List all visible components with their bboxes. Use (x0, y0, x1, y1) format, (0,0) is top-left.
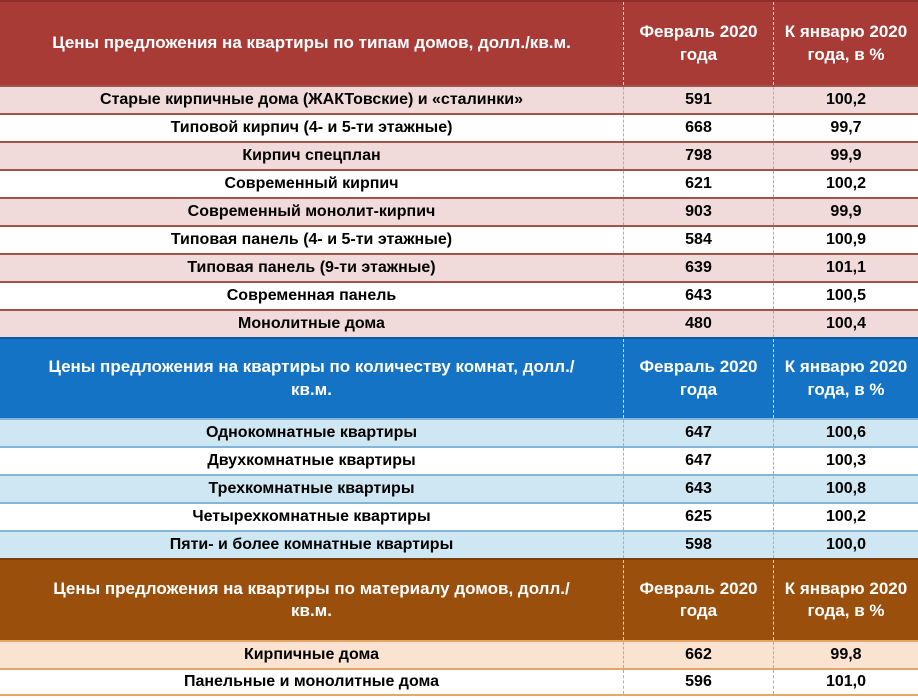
january-pct-value: 100,6 (773, 420, 918, 446)
table-row (0, 418, 918, 446)
table-row (0, 225, 918, 253)
column-header-january-pct: К январю 2020 года, в % (773, 2, 918, 85)
column-header-january-pct: К январю 2020 года, в % (773, 339, 918, 418)
section-title: Цены предложения на квартиры по количеству комнат, долл./кв.м. (48, 357, 575, 399)
table-row (0, 530, 918, 558)
row-label: Кирпичные дома (243, 646, 380, 663)
table-row (0, 113, 918, 141)
row-label: Монолитные дома (238, 315, 385, 332)
february-value: 584 (623, 227, 773, 253)
row-label: Кирпич спецплан (242, 147, 381, 164)
january-pct-value: 99,8 (773, 642, 918, 668)
table-row (0, 474, 918, 502)
section-header-house-types (0, 0, 918, 85)
row-label: Панельные и монолитные дома (183, 673, 440, 690)
table-row (0, 253, 918, 281)
february-value: 621 (623, 171, 773, 197)
january-pct-value: 100,5 (773, 283, 918, 309)
table-row (0, 446, 918, 474)
january-pct-value: 101,0 (773, 670, 918, 694)
february-value: 480 (623, 311, 773, 337)
table-row (0, 640, 918, 668)
february-value: 647 (623, 420, 773, 446)
row-label: Типовая панель (9-ти этажные) (187, 259, 436, 276)
row-label: Типовая панель (4- и 5-ти этажные) (170, 231, 453, 248)
row-label: Четырехкомнатные квартиры (192, 508, 431, 525)
section-title: Цены предложения на квартиры по материалу домов, долл./кв.м. (53, 578, 570, 620)
january-pct-value: 100,2 (773, 87, 918, 113)
table-row (0, 169, 918, 197)
column-header-february: Февраль 2020 года (623, 2, 773, 85)
row-label: Двухкомнатные квартиры (207, 452, 416, 469)
row-label: Типовой кирпич (4- и 5-ти этажные) (170, 119, 453, 136)
row-label: Современный монолит-кирпич (187, 203, 436, 220)
february-value: 798 (623, 143, 773, 169)
section-header-room-count (0, 337, 918, 418)
february-value: 639 (623, 255, 773, 281)
january-pct-value: 100,2 (773, 504, 918, 530)
table-row (0, 141, 918, 169)
february-value: 591 (623, 87, 773, 113)
table-row (0, 197, 918, 225)
february-value: 643 (623, 476, 773, 502)
row-label: Современная панель (226, 287, 397, 304)
february-value: 903 (623, 199, 773, 225)
january-pct-value: 99,9 (773, 143, 918, 169)
table-row (0, 281, 918, 309)
table-row (0, 85, 918, 113)
january-pct-value: 100,3 (773, 448, 918, 474)
column-header-january-pct: К январю 2020 года, в % (773, 560, 918, 640)
february-value: 643 (623, 283, 773, 309)
january-pct-value: 99,7 (773, 115, 918, 141)
table-row (0, 309, 918, 337)
table-row (0, 502, 918, 530)
february-value: 598 (623, 532, 773, 558)
row-label: Современный кирпич (224, 175, 399, 192)
february-value: 668 (623, 115, 773, 141)
january-pct-value: 101,1 (773, 255, 918, 281)
january-pct-value: 100,8 (773, 476, 918, 502)
row-label: Старые кирпичные дома (ЖАКТовские) и «сталинки» (100, 91, 523, 108)
january-pct-value: 100,9 (773, 227, 918, 253)
february-value: 662 (623, 642, 773, 668)
section-title: Цены предложения на квартиры по типам домов, долл./кв.м. (52, 33, 571, 53)
january-pct-value: 100,4 (773, 311, 918, 337)
row-label: Пяти- и более комнатные квартиры (169, 536, 454, 553)
february-value: 596 (623, 670, 773, 694)
column-header-february: Февраль 2020 года (623, 339, 773, 418)
column-header-february: Февраль 2020 года (623, 560, 773, 640)
february-value: 647 (623, 448, 773, 474)
table-row (0, 668, 918, 696)
january-pct-value: 99,9 (773, 199, 918, 225)
january-pct-value: 100,0 (773, 532, 918, 558)
row-label: Трехкомнатные квартиры (208, 480, 415, 497)
january-pct-value: 100,2 (773, 171, 918, 197)
february-value: 625 (623, 504, 773, 530)
section-header-materials (0, 558, 918, 640)
row-label: Однокомнатные квартиры (205, 424, 418, 441)
